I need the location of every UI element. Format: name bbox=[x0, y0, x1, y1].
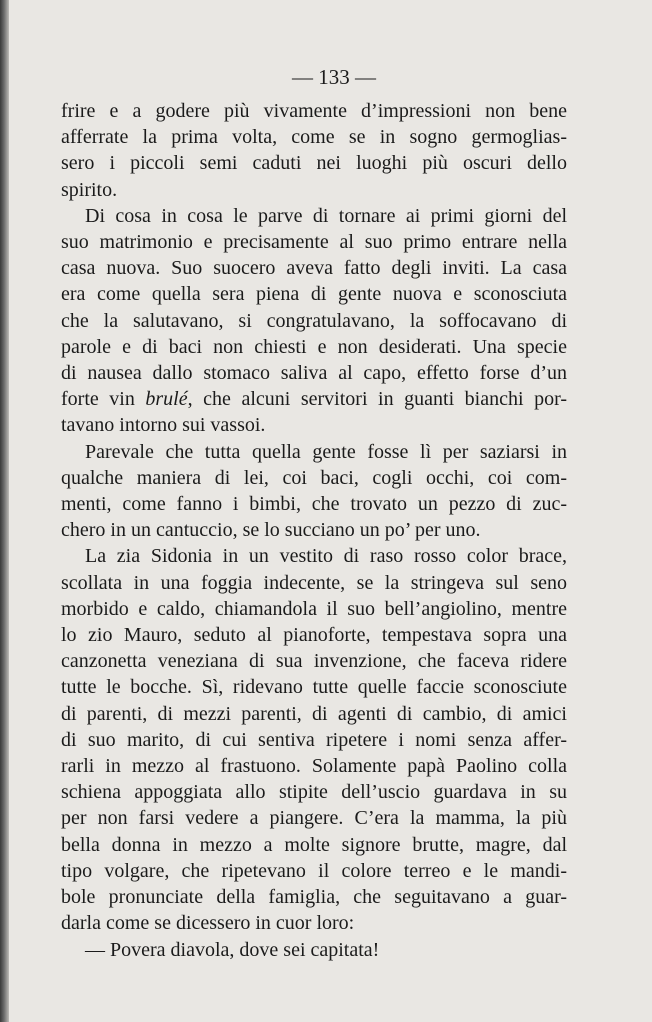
text-fragment: forte vin bbox=[61, 388, 146, 411]
text-line: per non farsi vedere a piangere. C’era la mamma, la più bbox=[61, 807, 567, 830]
text-fragment: , che alcuni servitori in guanti bianchi por- bbox=[187, 388, 567, 411]
text-line: di nausea dallo stomaco saliva al capo, effetto forse d’un bbox=[61, 362, 567, 385]
text-line: afferrate la prima volta, come se in sogno germoglias- bbox=[61, 126, 567, 149]
text-line: — Povera diavola, dove sei capitata! bbox=[85, 938, 380, 961]
text-line: suo matrimonio e precisamente al suo primo entrare nella bbox=[61, 231, 567, 254]
text-line: canzonetta veneziana di sua invenzione, che faceva ridere bbox=[61, 650, 567, 673]
page-binding-shadow bbox=[0, 0, 9, 1022]
text-line: scollata in una foggia indecente, se la stringeva sul seno bbox=[61, 571, 567, 594]
body-text bbox=[61, 98, 567, 963]
text-line: bole pronunciate della famiglia, che seguitavano a guar- bbox=[61, 886, 567, 909]
text-line: era come quella sera piena di gente nuova e sconosciuta bbox=[61, 283, 567, 306]
text-line: frire e a godere più vivamente d’impressioni non bene bbox=[61, 100, 567, 122]
text-line: qualche maniera di lei, coi baci, cogli occhi, coi com- bbox=[61, 466, 567, 489]
text-line: lo zio Mauro, seduto al pianoforte, tempestava sopra una bbox=[61, 624, 567, 647]
text-line: tutte le bocche. Sì, ridevano tutte quelle faccie sconosciute bbox=[61, 676, 567, 699]
text-line: schiena appoggiata allo stipite dell’uscio guardava in su bbox=[61, 781, 567, 804]
text-line: di suo marito, di cui sentiva ripetere i nomi senza affer- bbox=[61, 728, 567, 751]
page-number-header: — 133 — bbox=[292, 65, 376, 89]
text-line: Parevale che tutta quella gente fosse lì per saziarsi in bbox=[85, 440, 567, 463]
text-line: casa nuova. Suo suocero aveva fatto degli inviti. La casa bbox=[61, 257, 567, 280]
italic-word: brulé bbox=[145, 388, 188, 411]
text-line: parole e di baci non chiesti e non desiderati. Una specie bbox=[61, 335, 567, 358]
text-line: che la salutavano, si congratulavano, la soffocavano di bbox=[61, 309, 567, 332]
text-line: sero i piccoli semi caduti nei luoghi più oscuri dello bbox=[61, 152, 567, 175]
text-line: rarli in mezzo al frastuono. Solamente papà Paolino colla bbox=[61, 755, 567, 778]
text-line: Di cosa in cosa le parve di tornare ai primi giorni del bbox=[85, 204, 567, 227]
text-line: darla come se dicessero in cuor loro: bbox=[61, 912, 355, 935]
text-line: morbido e caldo, chiamandola il suo bell’angiolino, mentre bbox=[61, 597, 567, 620]
text-line: menti, come fanno i bimbi, che trovato un pezzo di zuc- bbox=[61, 493, 567, 516]
text-line bbox=[61, 386, 567, 412]
text-line: tipo volgare, che ripetevano il colore terreo e le mandi- bbox=[61, 859, 567, 882]
text-line: di parenti, di mezzi parenti, di agenti di cambio, di amici bbox=[61, 702, 567, 725]
text-line: chero in un cantuccio, se lo succiano un po’ per uno. bbox=[61, 519, 481, 542]
text-line: spirito. bbox=[61, 178, 118, 201]
text-line: La zia Sidonia in un vestito di raso rosso color brace, bbox=[85, 545, 567, 568]
text-line: tavano intorno sui vassoi. bbox=[61, 414, 266, 437]
text-line: bella donna in mezzo a molte signore brutte, magre, dal bbox=[61, 833, 567, 856]
